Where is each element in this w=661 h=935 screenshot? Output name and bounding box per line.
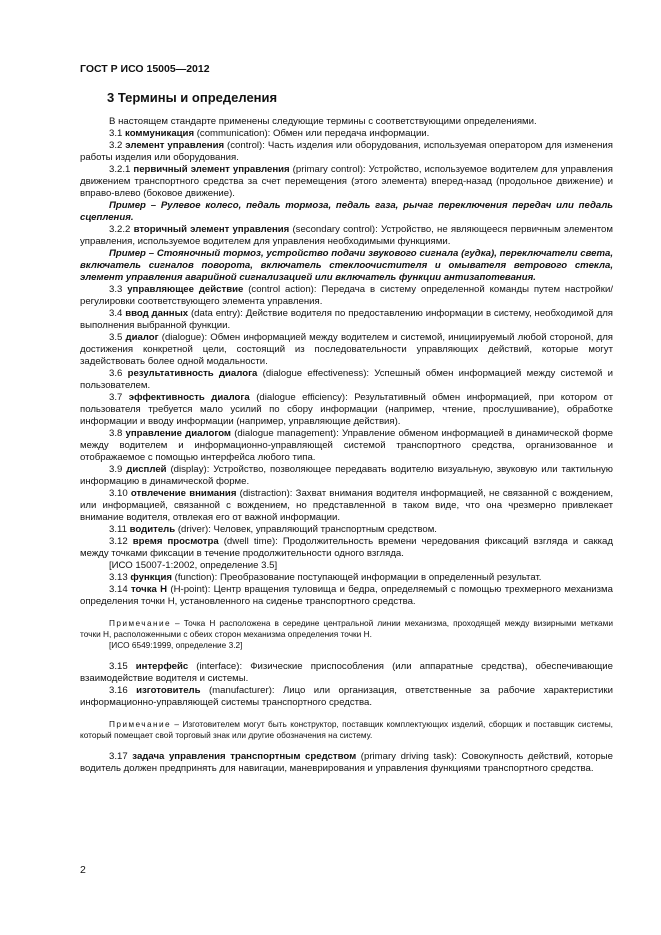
definition-paragraph <box>80 572 613 584</box>
note-paragraph <box>80 719 613 741</box>
definition-paragraph <box>80 284 613 308</box>
example-paragraph <box>80 248 613 284</box>
note-text: – Изготовителем могут быть конструктор, поставщик комплектующих изделий, сборщик и поставщик системы, который помещает свой торговый знак или другие обозначения на систему. <box>80 719 613 740</box>
example-text: Пример – Рулевое колесо, педаль тормоза, педаль газа, рычаг переключения передач или педаль сцепления. <box>80 200 613 223</box>
definition-text: (control action): Передача в систему определенной команды путем настройки/регулировки соответствующего элемента управления. <box>80 284 613 307</box>
definition-paragraph <box>80 751 613 775</box>
definition-text: (secondary control): Устройство, не являющееся первичным элементом управления, используемое водителем для управления необходимыми функциями. <box>80 224 613 247</box>
definition-paragraph <box>80 164 613 200</box>
example-text: Пример – Стояночный тормоз, устройство подачи звукового сигнала (гудка), переключатели света, включатель сигналов поворота, включатель стеклоочистителя и омывателя ветрового стекла, элемент управления аварийной сигнализацией или включатель функции антизапотевания. <box>80 248 613 283</box>
clause-number: 3.9 <box>109 464 123 475</box>
definition-paragraph <box>80 128 613 140</box>
definition-paragraph <box>80 140 613 164</box>
text-paragraph <box>80 560 613 572</box>
term: управляющее действие <box>127 284 244 295</box>
definition-text: (dialogue effectiveness): Успешный обмен информацией между системой и пользователем. <box>80 368 613 391</box>
document-header: ГОСТ Р ИСО 15005—2012 <box>80 63 210 75</box>
term: задача управления транспортным средством <box>132 751 357 762</box>
term: коммуникация <box>125 128 195 139</box>
definition-paragraph <box>80 536 613 560</box>
definition-paragraph <box>80 308 613 332</box>
note-label: Примечание <box>109 618 172 628</box>
definition-paragraph <box>80 661 613 685</box>
document-body <box>80 116 613 775</box>
definition-text: (primary driving task): Совокупность действий, которые водитель должен предпринять для навигации, маневрирования и управления функциями транспортного средства. <box>80 751 613 774</box>
text-paragraph <box>80 116 613 128</box>
definition-paragraph <box>80 332 613 368</box>
clause-number: 3.8 <box>109 428 123 439</box>
clause-number: 3.15 <box>109 661 128 672</box>
term: точка Н <box>130 584 168 595</box>
definition-paragraph <box>80 584 613 608</box>
clause-number: 3.12 <box>109 536 128 547</box>
definition-text: (dwell time): Продолжительность времени чередования фиксаций взгляда и саккад между точками фиксации в течение продолжительности одного взгляда. <box>80 536 613 559</box>
clause-number: 3.2 <box>109 140 123 151</box>
definition-paragraph <box>80 524 613 536</box>
clause-number: 3.4 <box>109 308 123 319</box>
definition-text: (display): Устройство, позволяющее передавать водителю визуальную, звуковую или тактильную информацию в динамической форме. <box>80 464 614 487</box>
definition-text: (control): Часть изделия или оборудования, используемая оператором для изменения работы изделия или оборудования. <box>80 140 613 163</box>
definition-text: (primary control): Устройство, используемое водителем для управления движением транспортного средства за счет перемещения (этого элемента) вперед-назад (продольное движение) и вправо-влево (боковое движение). <box>80 164 613 199</box>
definition-text: (interface): Физические приспособления (или аппаратные средства), обеспечивающие взаимодействие водителя и системы. <box>80 661 614 684</box>
definition-paragraph <box>80 685 613 709</box>
definition-text: (H-point): Центр вращения туловища и бедра, определяемый с помощью трехмерного механизма определения точки Н, установленного на сиденье транспортного средства. <box>80 584 613 607</box>
definition-text: (data entry): Действие водителя по предоставлению информации в систему, необходимой для выполнения выбранной функции. <box>80 308 613 331</box>
page-number: 2 <box>80 864 86 876</box>
clause-number: 3.5 <box>109 332 123 343</box>
definition-text: (function): Преобразование поступающей информации в определенный результат. <box>171 572 542 583</box>
clause-number: 3.11 <box>109 524 127 535</box>
definition-paragraph <box>80 368 613 392</box>
term: изготовитель <box>136 685 201 696</box>
note-reference <box>80 640 613 651</box>
term: первичный элемент управления <box>133 164 290 175</box>
definition-paragraph <box>80 392 613 428</box>
term: дисплей <box>126 464 167 475</box>
definition-paragraph <box>80 428 613 464</box>
definition-text: (distraction): Захват внимания водителя информацией, не связанной с вождением, или информацией, связанной с вождением, но представленной в таком виде, что она чрезмерно привлекает внимание водителя, отвлекая его от важной информации. <box>80 488 613 523</box>
clause-number: 3.2.1 <box>109 164 131 175</box>
definition-text: (manufacturer): Лицо или организация, ответственные за рабочие характеристики информационно-управляющей системы транспортного средства. <box>80 685 613 708</box>
definition-paragraph <box>80 464 613 488</box>
term: результативность диалога <box>127 368 258 379</box>
clause-number: 3.6 <box>109 368 123 379</box>
term: водитель <box>129 524 176 535</box>
term: отвлечение внимания <box>130 488 237 499</box>
term: интерфейс <box>135 661 189 672</box>
term: элемент управления <box>125 140 225 151</box>
section-title: 3 Термины и определения <box>107 90 278 105</box>
definition-text: (driver): Человек, управляющий транспортным средством. <box>175 524 437 535</box>
definition-text: (dialogue management): Управление обменом информацией в динамической форме между водителем и информационно-управляющей системой транспортного средства, организованное и отображаемое с помощью интерфейса любого типа. <box>80 428 613 463</box>
clause-number: 3.2.2 <box>109 224 131 235</box>
note-paragraph <box>80 618 613 640</box>
clause-number: 3.3 <box>109 284 123 295</box>
term: вторичный элемент управления <box>133 224 290 235</box>
clause-number: 3.17 <box>109 751 128 762</box>
definition-paragraph <box>80 488 613 524</box>
definition-text: (dialogue efficiency): Результативный обмен информацией, при котором от пользователя требуется мало усилий по сбору информации (например, чтение, прослушивание), обработке информации и вводу информации (например, управляющие действия). <box>80 392 613 427</box>
term: время просмотра <box>132 536 219 547</box>
term: функция <box>130 572 172 583</box>
reference-text: [ИСО 6549:1999, определение 3.2] <box>109 640 243 650</box>
clause-number: 3.10 <box>109 488 128 499</box>
note-label: Примечание <box>109 719 172 729</box>
clause-number: 3.14 <box>109 584 128 595</box>
term: управление диалогом <box>125 428 232 439</box>
definition-paragraph <box>80 224 613 248</box>
clause-number: 3.7 <box>109 392 123 403</box>
definition-text: (dialogue): Обмен информацией между водителем и системой, инициируемый любой стороной, для достижения конкретной цели, состоящий из последовательности управляющих действий, которые могут задействовать более одной модальности. <box>80 332 613 367</box>
definition-text: В настоящем стандарте применены следующие термины с соответствующими определениями. <box>109 116 537 127</box>
definition-text: [ИСО 15007-1:2002, определение 3.5] <box>109 560 278 571</box>
term: ввод данных <box>125 308 189 319</box>
term: эффективность диалога <box>128 392 250 403</box>
clause-number: 3.13 <box>109 572 128 583</box>
clause-number: 3.1 <box>109 128 123 139</box>
note-text: – Точка Н расположена в середине центральной линии механизма, проходящей между визирными метками точки Н, расположенными с обеих сторон механизма определения точки Н. <box>80 618 613 639</box>
example-paragraph <box>80 200 613 224</box>
clause-number: 3.16 <box>109 685 128 696</box>
term: диалог <box>125 332 159 343</box>
definition-text: (communication): Обмен или передача информации. <box>194 128 430 139</box>
